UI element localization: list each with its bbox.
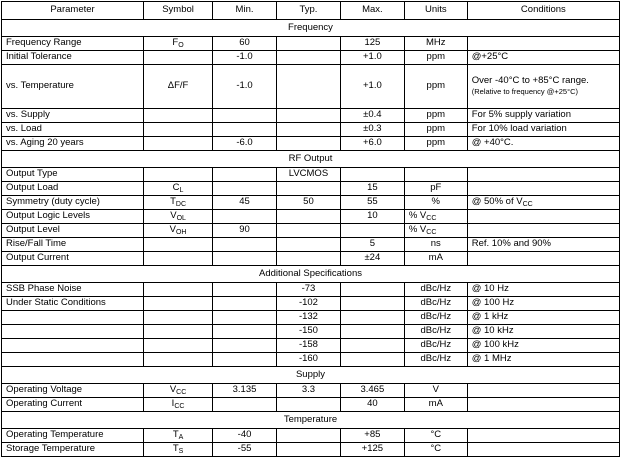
row-min: 90 xyxy=(213,224,277,238)
section-header-row xyxy=(2,151,620,168)
row-symbol xyxy=(144,252,213,266)
section-title-supply: Supply xyxy=(2,367,620,384)
table-row xyxy=(2,398,620,412)
row-symbol xyxy=(144,51,213,65)
row-symbol xyxy=(144,339,213,353)
row-conditions: @ 10 kHz xyxy=(467,325,619,339)
row-min: -6.0 xyxy=(213,137,277,151)
row-units: °C xyxy=(404,429,467,443)
row-parameter xyxy=(2,339,144,353)
row-typ xyxy=(276,398,340,412)
row-min xyxy=(213,252,277,266)
row-conditions xyxy=(467,252,619,266)
row-max: +1.0 xyxy=(340,65,404,109)
row-symbol xyxy=(144,297,213,311)
row-parameter: vs. Supply xyxy=(2,109,144,123)
row-parameter: vs. Load xyxy=(2,123,144,137)
row-max: ±24 xyxy=(340,252,404,266)
table-row xyxy=(2,196,620,210)
row-symbol xyxy=(144,311,213,325)
row-conditions: @ 100 kHz xyxy=(467,339,619,353)
row-parameter: Output Type xyxy=(2,168,144,182)
row-max: +85 xyxy=(340,429,404,443)
row-symbol: $T_A$ xyxy=(144,429,213,443)
row-parameter xyxy=(2,325,144,339)
row-units: mA xyxy=(404,398,467,412)
row-symbol xyxy=(144,325,213,339)
row-units: pF xyxy=(404,182,467,196)
row-conditions xyxy=(467,182,619,196)
row-typ: LVCMOS xyxy=(276,168,340,182)
row-symbol: ΔF/F xyxy=(144,65,213,109)
row-max: ±0.3 xyxy=(340,123,404,137)
row-min xyxy=(213,168,277,182)
row-max xyxy=(340,311,404,325)
row-typ xyxy=(276,238,340,252)
row-conditions: @ 1 MHz xyxy=(467,353,619,367)
row-parameter: Operating Current xyxy=(2,398,144,412)
row-min: -55 xyxy=(213,443,277,457)
column-header-max: Max. xyxy=(340,2,404,20)
row-conditions xyxy=(467,37,619,51)
row-conditions xyxy=(467,443,619,457)
row-parameter: Rise/Fall Time xyxy=(2,238,144,252)
row-parameter xyxy=(2,311,144,325)
section-header-row xyxy=(2,367,620,384)
table-row xyxy=(2,325,620,339)
row-min xyxy=(213,123,277,137)
row-min: -1.0 xyxy=(213,65,277,109)
row-parameter: Initial Tolerance xyxy=(2,51,144,65)
row-conditions: @ 100 Hz xyxy=(467,297,619,311)
column-header-typ: Typ. xyxy=(276,2,340,20)
row-typ xyxy=(276,51,340,65)
row-min xyxy=(213,339,277,353)
row-parameter: Output Load xyxy=(2,182,144,196)
row-conditions: @+25°C xyxy=(467,51,619,65)
row-max xyxy=(340,283,404,297)
row-symbol: $V_{CC}$ xyxy=(144,384,213,398)
row-units: dBc/Hz xyxy=(404,339,467,353)
row-parameter: vs. Temperature xyxy=(2,65,144,109)
row-conditions xyxy=(467,168,619,182)
row-max xyxy=(340,297,404,311)
row-units: ppm xyxy=(404,65,467,109)
table-row xyxy=(2,443,620,457)
specification-table xyxy=(1,1,620,457)
row-min xyxy=(213,297,277,311)
row-conditions xyxy=(467,398,619,412)
row-conditions: @ 10 Hz xyxy=(467,283,619,297)
row-units: ppm xyxy=(404,123,467,137)
row-min xyxy=(213,353,277,367)
row-conditions: For 10% load variation xyxy=(467,123,619,137)
row-typ xyxy=(276,429,340,443)
row-symbol: $C_L$ xyxy=(144,182,213,196)
row-parameter: Output Current xyxy=(2,252,144,266)
table-body xyxy=(2,20,620,457)
row-units: ppm xyxy=(404,109,467,123)
row-symbol xyxy=(144,109,213,123)
table-row xyxy=(2,137,620,151)
row-min xyxy=(213,311,277,325)
conditions-note: (Relative to frequency @+25°C) xyxy=(471,87,579,97)
row-typ xyxy=(276,252,340,266)
row-conditions: @ +40°C. xyxy=(467,137,619,151)
row-conditions xyxy=(467,429,619,443)
row-min xyxy=(213,398,277,412)
row-symbol xyxy=(144,137,213,151)
row-min: -1.0 xyxy=(213,51,277,65)
section-header-row xyxy=(2,20,620,37)
row-max: 10 xyxy=(340,210,404,224)
row-units: % $V_{CC}$ xyxy=(404,210,467,224)
row-min xyxy=(213,325,277,339)
row-typ xyxy=(276,109,340,123)
row-max xyxy=(340,339,404,353)
section-title-additional-specifications: Additional Specifications xyxy=(2,266,620,283)
row-units: dBc/Hz xyxy=(404,353,467,367)
table-row xyxy=(2,168,620,182)
row-typ: -102 xyxy=(276,297,340,311)
row-min xyxy=(213,182,277,196)
row-units: dBc/Hz xyxy=(404,325,467,339)
row-parameter: Storage Temperature xyxy=(2,443,144,457)
row-units: mA xyxy=(404,252,467,266)
row-units: V xyxy=(404,384,467,398)
row-conditions: @ 50% of $V_{CC}$ xyxy=(467,196,619,210)
row-symbol: $V_{OL}$ xyxy=(144,210,213,224)
column-header-symbol: Symbol xyxy=(144,2,213,20)
row-symbol: $T_{DC}$ xyxy=(144,196,213,210)
table-row xyxy=(2,65,620,109)
row-symbol xyxy=(144,238,213,252)
row-symbol xyxy=(144,353,213,367)
row-typ: -160 xyxy=(276,353,340,367)
row-min xyxy=(213,238,277,252)
row-min xyxy=(213,210,277,224)
row-parameter: Frequency Range xyxy=(2,37,144,51)
section-header-row xyxy=(2,412,620,429)
row-max: 3.465 xyxy=(340,384,404,398)
row-parameter: Symmetry (duty cycle) xyxy=(2,196,144,210)
row-conditions xyxy=(467,65,619,109)
table-row xyxy=(2,339,620,353)
table-header xyxy=(2,2,620,20)
row-parameter: Operating Voltage xyxy=(2,384,144,398)
column-header-min: Min. xyxy=(213,2,277,20)
row-max xyxy=(340,224,404,238)
row-typ: 3.3 xyxy=(276,384,340,398)
row-typ xyxy=(276,224,340,238)
row-typ xyxy=(276,123,340,137)
row-max: 40 xyxy=(340,398,404,412)
row-max: 15 xyxy=(340,182,404,196)
row-max: ±0.4 xyxy=(340,109,404,123)
row-units: dBc/Hz xyxy=(404,311,467,325)
row-conditions xyxy=(467,384,619,398)
row-typ xyxy=(276,137,340,151)
row-symbol xyxy=(144,123,213,137)
row-symbol: $T_S$ xyxy=(144,443,213,457)
row-typ: 50 xyxy=(276,196,340,210)
section-title-temperature: Temperature xyxy=(2,412,620,429)
row-typ: -73 xyxy=(276,283,340,297)
row-parameter: vs. Aging 20 years xyxy=(2,137,144,151)
row-symbol: $F_O$ xyxy=(144,37,213,51)
table-row xyxy=(2,283,620,297)
row-symbol xyxy=(144,168,213,182)
table-row xyxy=(2,297,620,311)
row-units xyxy=(404,168,467,182)
row-units: ppm xyxy=(404,137,467,151)
row-units: % $V_{CC}$ xyxy=(404,224,467,238)
row-parameter: Operating Temperature xyxy=(2,429,144,443)
row-min xyxy=(213,283,277,297)
row-symbol xyxy=(144,283,213,297)
row-parameter: Under Static Conditions xyxy=(2,297,144,311)
table-row xyxy=(2,429,620,443)
row-typ: -132 xyxy=(276,311,340,325)
table-row xyxy=(2,384,620,398)
row-parameter: Output Level xyxy=(2,224,144,238)
table-row xyxy=(2,210,620,224)
column-header-units: Units xyxy=(404,2,467,20)
row-units: dBc/Hz xyxy=(404,283,467,297)
row-min: 45 xyxy=(213,196,277,210)
row-units: °C xyxy=(404,443,467,457)
row-units: MHz xyxy=(404,37,467,51)
row-conditions: For 5% supply variation xyxy=(467,109,619,123)
row-typ xyxy=(276,37,340,51)
section-title-rf-output: RF Output xyxy=(2,151,620,168)
row-max: 5 xyxy=(340,238,404,252)
row-min xyxy=(213,109,277,123)
table-row xyxy=(2,238,620,252)
row-conditions: @ 1 kHz xyxy=(467,311,619,325)
row-typ xyxy=(276,443,340,457)
section-header-row xyxy=(2,266,620,283)
header-row xyxy=(2,2,620,20)
row-symbol: $V_{OH}$ xyxy=(144,224,213,238)
row-parameter: Output Logic Levels xyxy=(2,210,144,224)
row-units: ns xyxy=(404,238,467,252)
row-max xyxy=(340,353,404,367)
row-typ xyxy=(276,182,340,196)
row-parameter xyxy=(2,353,144,367)
table-row xyxy=(2,37,620,51)
row-units: % xyxy=(404,196,467,210)
row-symbol: $I_{CC}$ xyxy=(144,398,213,412)
row-typ xyxy=(276,210,340,224)
row-typ xyxy=(276,65,340,109)
section-title-frequency: Frequency xyxy=(2,20,620,37)
table-row xyxy=(2,224,620,238)
row-min: 60 xyxy=(213,37,277,51)
table-row xyxy=(2,182,620,196)
row-max xyxy=(340,168,404,182)
table-row xyxy=(2,51,620,65)
row-parameter: SSB Phase Noise xyxy=(2,283,144,297)
row-max: 55 xyxy=(340,196,404,210)
column-header-conditions: Conditions xyxy=(467,2,619,20)
conditions-text: Over -40°C to +85°C range. xyxy=(471,75,589,87)
row-min: 3.135 xyxy=(213,384,277,398)
row-min: -40 xyxy=(213,429,277,443)
table-row xyxy=(2,311,620,325)
row-max: +1.0 xyxy=(340,51,404,65)
row-max xyxy=(340,325,404,339)
row-max: 125 xyxy=(340,37,404,51)
row-units: dBc/Hz xyxy=(404,297,467,311)
row-conditions xyxy=(467,210,619,224)
row-max: +125 xyxy=(340,443,404,457)
row-conditions xyxy=(467,224,619,238)
table-row xyxy=(2,353,620,367)
row-typ: -150 xyxy=(276,325,340,339)
row-typ: -158 xyxy=(276,339,340,353)
row-conditions: Ref. 10% and 90% xyxy=(467,238,619,252)
row-max: +6.0 xyxy=(340,137,404,151)
table-row xyxy=(2,252,620,266)
table-row xyxy=(2,109,620,123)
row-units: ppm xyxy=(404,51,467,65)
column-header-parameter: Parameter xyxy=(2,2,144,20)
table-row xyxy=(2,123,620,137)
